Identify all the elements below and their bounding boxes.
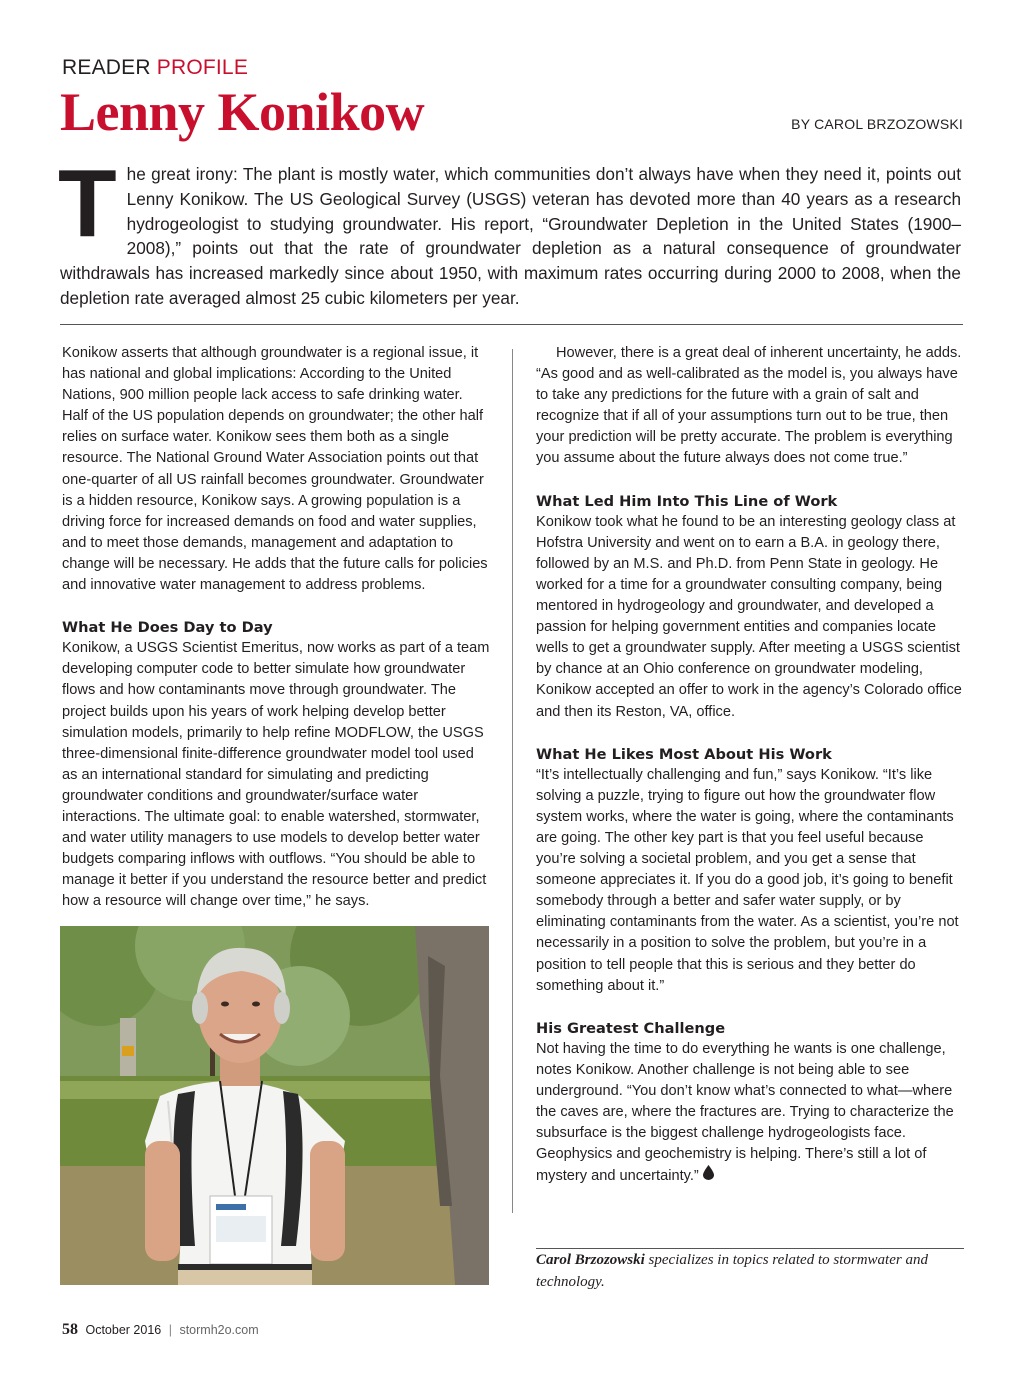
portrait-photo xyxy=(60,926,489,1285)
left-paragraph-1: Konikow asserts that although groundwater is a regional issue, it has national and global implications: According to the United Nations, 900 million people lack access to safe drinking water. Half of the US population depends on groundwater; the other half relies on surface water. Konikow sees them both as a single resource. The National Ground Water Association points out that one-quarter of all US rainfall becomes groundwater. Groundwater is a hidden resource, Konikow says. A growing population is a driving force for increased demands on food and water supplies, and to meet those demands, management and adaptation to change will be necessary. He adds that the future calls for policies and innovative water management to address problems. xyxy=(62,345,488,594)
column-divider xyxy=(512,349,513,1213)
water-drop-icon xyxy=(703,1165,714,1187)
right-paragraph-4-text: Not having the time to do everything he wants is one challenge, notes Konikow. Another challenge is not being able to see underground. “You don’t know what’s connected to what—where the caves are, where the fractures are. Trying to characterize the subsurface is the biggest challenge hydrogeologists face. Geophysics and geochemistry is helping. There’s still a lot of mystery and uncertainty.” xyxy=(536,1040,954,1185)
right-paragraph-4 xyxy=(536,1039,963,1188)
kicker-profile: PROFILE xyxy=(156,56,249,79)
subhead-line-of-work: What Led Him Into This Line of Work xyxy=(536,492,838,510)
author-name: Carol Brzozowski xyxy=(536,1252,645,1268)
intro-paragraph xyxy=(58,150,961,311)
issue-date: October 2016 xyxy=(85,1323,162,1337)
footer-separator: | xyxy=(168,1323,172,1337)
article-title: Lenny Konikow xyxy=(60,82,425,142)
left-column xyxy=(62,343,492,912)
kicker-reader: READER xyxy=(62,56,151,79)
right-paragraph-3: “It’s intellectually challenging and fun,” says Konikow. “It’s like solving a puzzle, trying to figure out how the groundwater flow system works, where the water is going, where the contaminants are going. The other key part is that you feel useful because you’re solving a societal problem, and you get a sense that someone appreciates it. If you do a good job, it’s going to benefit somebody through a better and safer water supply, or by eliminating contaminants from the water. As a scientist, you’re not necessarily in a position to solve the problem, but you’re in a position to tell people that this is serious and they better do something about it.” xyxy=(536,766,959,994)
section-kicker xyxy=(62,56,248,80)
subhead-greatest-challenge: His Greatest Challenge xyxy=(536,1019,726,1037)
right-column xyxy=(536,343,963,1187)
subhead-likes-most: What He Likes Most About His Work xyxy=(536,745,832,763)
drop-cap: T xyxy=(58,150,117,257)
author-bio-text: specializes in topics related to stormwater and technology. xyxy=(536,1252,928,1290)
subhead-day-to-day: What He Does Day to Day xyxy=(62,619,273,637)
intro-text: he great irony: The plant is mostly water, which communities don’t always have when they need it, points out Lenny Konikow. The US Geological Survey (USGS) veteran has devoted more than 40 years as a research hydrogeologist to studying groundwater. His report, “Groundwater Depletion in the United States (1900–2008),” points out that the rate of groundwater depletion as a natural consequence of groundwater withdrawals has increased markedly since about 1950, with maximum rates occurring during 2000 to 2008, when the depletion rate averaged almost 25 cubic kilometers per year. xyxy=(60,164,961,308)
site-link[interactable]: stormh2o.com xyxy=(179,1323,259,1337)
byline: BY CAROL BRZOZOWSKI xyxy=(791,116,963,132)
page-footer xyxy=(62,1321,259,1339)
page-number: 58 xyxy=(62,1321,78,1338)
left-paragraph-2: Konikow, a USGS Scientist Emeritus, now works as part of a team developing computer code to better simulate how groundwater flows and how contaminants move through groundwater. The project builds upon his years of work helping develop better simulation models, primarily to help refine MODFLOW, the USGS three-dimensional finite-difference groundwater model tool used as an international standard for simulating and predicting groundwater conditions and groundwater/surface water interactions. The ultimate goal: to enable watershed, stormwater, and water utility managers to use models to develop better water budgets comparing inflows with outflows. “You should be able to manage it better if you understand the resource better and predict how a resource will change over time,” he says. xyxy=(62,640,490,910)
intro-divider xyxy=(60,324,963,325)
author-bio xyxy=(536,1250,964,1293)
right-paragraph-2: Konikow took what he found to be an interesting geology class at Hofstra University and went on to earn a B.A. in geology there, followed by an M.S. and Ph.D. from Penn State in geology. He worked for a time for a groundwater consulting company, being mentored in hydrogeology and groundwater, and developed a passion for helping government entities and companies locate wells to get a groundwater supply. After meeting a USGS scientist by chance at an Ohio conference on groundwater modeling, Konikow accepted an offer to work in the agency’s Colorado office and then its Reston, VA, office. xyxy=(536,513,962,720)
right-paragraph-1: However, there is a great deal of inherent uncertainty, he adds. “As good and as well-calibrated as the model is, you always have to take any predictions for the future with a grain of salt and recognize that if all of your assumptions turn out to be true, then your prediction will be pretty accurate. The problem is everything you assume about the future always does not come true.” xyxy=(536,345,962,467)
bio-divider xyxy=(536,1248,964,1249)
